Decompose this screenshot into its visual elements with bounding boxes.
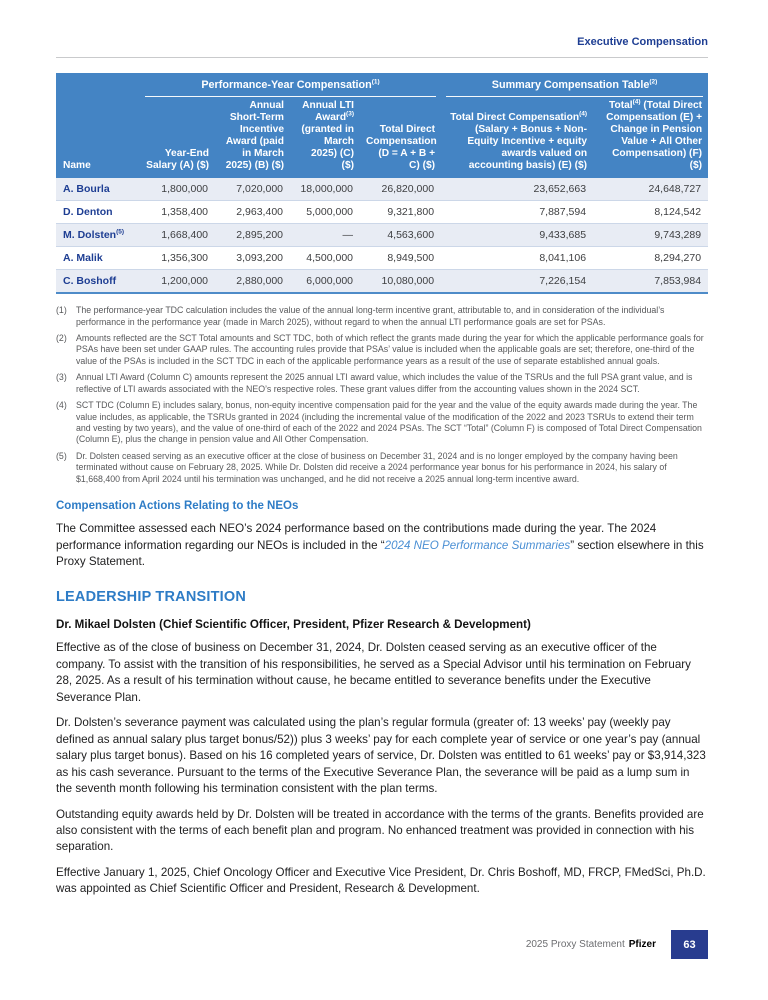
table-row [56,201,708,224]
table-cell: 2,963,400 [236,206,283,219]
row-name: A. Bourla [63,183,110,196]
page-content [56,0,708,898]
table-cell: 10,080,000 [381,275,435,288]
table-cell: 1,356,300 [161,252,208,265]
column-header-total-direct-comp-d: Total Direct Compensation (D = A + B + C) ($) [360,97,441,178]
footnote-text: Dr. Dolsten ceased serving as an executive officer at the close of business on December 31, 2024 and is no longer employed by the company having been terminated without cause on February 28, 2025. While Dr. Dolsten did receive a 2024 performance year bonus for his performance in 2024, his salary of $1,668,400 from April 2024 until his termination was unchanged, and he did not receive a 2025 annual long-term incentive award. [76,450,678,484]
leadership-paragraph-4: Effective January 1, 2025, Chief Oncology Officer and Executive Vice President, Dr. Chris Boshoff, MD, FRCP, FMedSci, Ph.D. was appointed as Chief Scientific Officer and President, Research & Development. [56,865,706,896]
table-row [56,178,708,201]
footnote-ref: (1) [371,78,380,86]
footnote-number: (5) [56,450,67,461]
dolsten-subheading: Dr. Mikael Dolsten (Chief Scientific Officer, President, Pfizer Research & Development) [56,618,531,632]
footer-statement-text: 2025 Proxy Statement [525,939,625,950]
footnote-text: SCT TDC (Column E) includes salary, bonus, non-equity incentive compensation paid for the year and the value of the equity awards made during the year. The value includes, as applicable, the TSRUs granted in 2024 (including the incremental value of the modification of the 2022 and 2023 TSRUs to extend their term and vesting by two years), and the value of one-third of each of the 2022 and 2024 PSAs. The SCT “Total” (Column F) is composed of Total Direct Compensation (Column E), plus the change in pension value and All Other Compensation. [76,400,702,445]
table-cell: 7,853,984 [654,275,702,288]
table-cell: 8,124,542 [654,206,702,219]
table-row [56,270,708,294]
table-cell: 1,358,400 [161,206,208,219]
table-cell: 18,000,000 [300,183,353,196]
table-row [56,224,708,247]
column-header-salary: Year-End Salary (A) ($) [140,97,215,178]
footnote-number: (1) [56,305,67,316]
row-name: D. Denton [63,206,113,219]
column-header-name: Name [56,97,140,178]
top-bar [56,0,708,58]
table-cell: 4,563,600 [387,229,435,242]
table-cell: 1,200,000 [161,275,208,288]
table-cell: 7,020,000 [236,183,283,196]
table-column-header-row [56,97,708,178]
table-cell: 7,887,594 [539,206,587,219]
section-breadcrumb: Executive Compensation [577,36,708,48]
page-number-badge: 63 [671,930,708,959]
table-cell: 5,000,000 [306,206,353,219]
table-cell: — [342,229,353,242]
footnotes-list [56,305,708,485]
table-cell: 23,652,663 [533,183,587,196]
leadership-paragraph-1: Effective as of the close of business on December 31, 2024, Dr. Dolsten ceased serving as an executive officer of the company. To assist with the transition of his responsibilities, he served as a Special Advisor until his termination on February 28, 2025. As a result of his termination without cause, he became entitled to severance benefits under the Executive Severance Plan. [56,641,691,704]
table-cell: 9,433,685 [539,229,587,242]
table-group-header-row [56,73,708,97]
footnote-number: (4) [56,400,67,411]
table-row [56,247,708,270]
compensation-table [56,73,708,294]
row-name: C. Boshoff [63,275,117,288]
table-cell: 9,743,289 [654,229,702,242]
page-footer [526,930,708,959]
neo-performance-summaries-link[interactable]: 2024 NEO Performance Summaries [384,538,571,552]
table-cell: 2,895,200 [236,229,283,242]
table-cell: 26,820,000 [381,183,435,196]
paragraph-text: The Committee assessed each NEO’s 2024 performance based on the contributions made during the year. The 2024 performance information regarding our NEOs is included in the “ [56,522,657,552]
footnote [56,305,708,328]
row-name: A. Malik [63,252,103,265]
column-header-lti-award: Annual LTI Award$^{(3)}$ (granted in March 2025) (C) ($) [290,97,360,178]
comp-actions-heading: Compensation Actions Relating to the NEOs [56,500,299,513]
table-cell: 9,321,800 [387,206,435,219]
leadership-paragraph-2: Dr. Dolsten’s severance payment was calculated using the plan’s regular formula (greater of: 13 weeks’ pay (weekly pay defined as annual salary plus target bonus/52)) plus 3 weeks’ pay for each complete year of service or one year’s pay (annual salary plus target bonus). Based on his 16 completed years of service, Dr. Dolsten was entitled to 61 weeks’ pay or $3,914,323 as his cash severance. Pursuant to the terms of the Executive Severance Plan, the severance will be paid as a lump sum in the seventh month following his termination consistent with the plan terms. [56,716,706,796]
table-cell: 6,000,000 [306,275,353,288]
footnote-number: (2) [56,333,67,344]
column-header-short-term-incentive: Annual Short-Term Incentive Award (paid in March 2025) (B) ($) [215,97,290,178]
footnote-number: (3) [56,372,67,383]
header-divider [56,57,708,58]
footnote-ref: (2) [649,78,658,86]
leadership-transition-heading: LEADERSHIP TRANSITION [56,589,247,606]
table-cell: 2,880,000 [236,275,283,288]
table-cell: 24,648,727 [648,183,702,196]
footnote [56,451,708,485]
table-cell: 8,041,106 [539,252,587,265]
table-cell: 7,226,154 [539,275,587,288]
footnote-text: Annual LTI Award (Column C) amounts represent the 2025 annual LTI award value, which includes the value of the TSRUs and the full PSA grant value, and is reflective of LTI awards associated with the NEO’s respective roles. These grant values differ from the accounting values shown in the 2024 SCT. [76,372,693,394]
leadership-paragraph-3: Outstanding equity awards held by Dr. Dolsten will be treated in accordance with the terms of the grants. Benefits provided are also consistent with the terms of each benefit plan and program. No enhanced treatment was provided in connection with his separation. [56,807,704,854]
column-header-total-f: Total$^{(4)}$ (Total Direct Compensation (E) + Change in Pension Value + All Other Compensation) (F) ($) [593,97,708,178]
paragraph-text: ” section elsewhere in this Proxy Statement. [56,538,704,568]
group-header-label: Summary Compensation Table [491,79,650,91]
table-cell: 1,800,000 [161,183,208,196]
group-header-summary-table [441,73,708,97]
footer-brand: Pfizer [628,939,656,950]
table-cell: 3,093,200 [236,252,283,265]
footnote [56,372,708,395]
row-name: M. Dolsten$^{(5)}$ [63,228,125,242]
table-cell: 8,949,500 [387,252,435,265]
table-cell: 1,668,400 [161,229,208,242]
table-cell: 8,294,270 [654,252,702,265]
column-header-total-direct-comp-e: Total Direct Compensation$^{(4)}$ (Salary + Bonus + Non-Equity Incentive + equity awards valued on accounting basis) (E) ($) [441,97,593,178]
footnote-text: Amounts reflected are the SCT Total amounts and SCT TDC, both of which reflect the grants made during the year for which the applicable performance goals for PSAs have been set under GAAP rules. The accounting rules provide that PSAs’ value is included when the applicable goals are set; therefore, one-third of the value of the PSAs is included in the SCT TDC in each of the applicable performance years as a result of the use of separate established annual goals. [76,333,704,366]
group-header-label: Performance-Year Compensation [201,79,372,91]
comp-actions-paragraph [56,521,708,570]
group-header-spacer [56,73,140,97]
table-cell: 4,500,000 [306,252,353,265]
footnote [56,333,708,367]
group-header-performance-year [140,73,441,97]
footnote [56,400,708,446]
footnote-text: The performance-year TDC calculation includes the value of the annual long-term incentive grant, attributable to, and in consideration of the individual’s performance in the performance year (made in March 2025), without regard to when the annual LTI performance goals are set for PSAs. [76,305,665,327]
